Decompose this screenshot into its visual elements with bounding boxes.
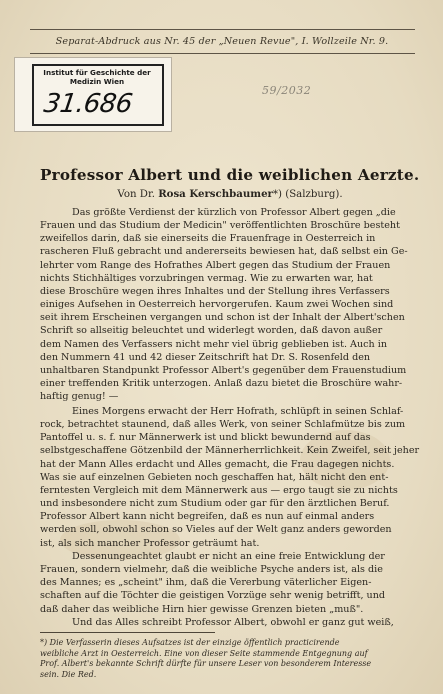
text-line: Und das Alles schreibt Professor Albert, obwohl er ganz gut weiß,	[72, 617, 394, 628]
article-title: Professor Albert und die weiblichen Aerzte.	[40, 166, 420, 184]
text-line: lehrter vom Range des Hofrathes Albert gegen das Studium der Frauen	[40, 259, 391, 271]
paragraph-1	[40, 206, 423, 403]
text-line: hat der Mann Alles erdacht und Alles gemacht, die Frau dagegen nichts.	[40, 458, 395, 470]
text-line: ist, als sich mancher Professor geträumt hat.	[40, 537, 260, 549]
text-line: werden soll, obwohl schon so Vieles auf der Welt ganz anders geworden	[40, 524, 392, 536]
text-line: Pantoffel u. s. f. nur Männerwerk ist und blickt bewundernd auf das	[40, 432, 371, 444]
text-line: den Nummern 41 und 42 dieser Zeitschrift hat Dr. S. Rosenfeld den	[40, 351, 371, 363]
text-line: haftig genug! —	[40, 391, 119, 403]
byline-suffix: *) (Salzburg).	[272, 189, 343, 200]
text-line: Dessenungeachtet glaubt er nicht an eine freie Entwicklung der	[72, 551, 385, 562]
footnote	[40, 638, 423, 680]
paragraph-4	[40, 616, 423, 629]
text-line: zweifellos darin, daß sie einerseits die Frauenfrage in Oesterreich in	[40, 233, 376, 245]
text-line: sein. Die Red.	[40, 669, 97, 679]
footnote-rule	[40, 632, 215, 633]
text-line: einiges Aufsehen in Oesterreich hervorgerufen. Kaum zwei Wochen sind	[40, 299, 394, 311]
header-top-rule	[30, 29, 415, 30]
text-line: *) Die Verfasserin dieses Aufsatzes ist der einzige öffentlich practicirende	[40, 638, 340, 647]
text-line: rock, betrachtet staunend, daß alles Werk, von seiner Schlafmütze bis zum	[40, 419, 406, 431]
text-line: schaften auf die Töchter die geistigen Vorzüge sehr wenig betrifft, und	[40, 590, 386, 602]
text-line: diese Broschüre wegen ihres Inhaltes und der Stellung ihres Verfassers	[40, 285, 390, 297]
text-line: rascheren Fluß gebracht und andererseits bewiesen hat, daß selbst ein Ge-	[40, 246, 408, 258]
pencil-annotation: 59/2032	[262, 84, 312, 97]
stamp-institute-text: Institut für Geschichte der Medizin Wien	[43, 68, 151, 86]
article-byline	[60, 188, 400, 200]
stamp-catalog-number: 31.686	[41, 89, 135, 119]
text-line: ferntesten Vergleich mit dem Männerwerk aus — ergo taugt sie zu nichts	[40, 484, 398, 496]
stamp-frame	[32, 64, 164, 126]
text-line: einer treffenden Kritik unterzogen. Anlaß dazu bietet die Broschüre wahr-	[40, 378, 403, 390]
author-name: Rosa Kerschbaumer	[158, 188, 273, 200]
text-line: Prof. Albert's bekannte Schrift dürfte für unsere Leser von besonderem Interesse	[40, 659, 372, 669]
text-line: Eines Morgens erwacht der Herr Hofrath, schlüpft in seinen Schlaf-	[72, 406, 404, 417]
text-line: Das größte Verdienst der kürzlich von Professor Albert gegen „die	[72, 207, 396, 218]
text-line: Frauen und das Studium der Medicin" veröffentlichten Broschüre besteht	[40, 220, 400, 232]
text-line: seit ihrem Erscheinen vergangen und schon ist der Inhalt der Albert'schen	[40, 312, 405, 324]
text-line: weibliche Arzt in Oesterreich. Eine von dieser Seite stammende Entgegnung auf	[40, 648, 368, 658]
header-bottom-rule	[30, 53, 415, 54]
text-line: Professor Albert kann nicht begreifen, daß es nun auf einmal anders	[40, 511, 375, 523]
text-line: Was sie auf einzelnen Gebieten noch geschaffen hat, hält nicht den ent-	[40, 471, 389, 483]
text-line: daß daher das weibliche Hirn hier gewisse Grenzen bieten „muß".	[40, 603, 364, 615]
library-stamp-label	[14, 57, 172, 132]
text-line: selbstgeschaffene Götzenbild der Männerherrlichkeit. Kein Zweifel, seit jeher	[40, 445, 420, 457]
paragraph-3	[40, 550, 423, 616]
reprint-header: Separat-Abdruck aus Nr. 45 der „Neuen Revue", I. Wollzeile Nr. 9.	[55, 36, 389, 47]
text-line: dem Namen des Verfassers nicht mehr viel übrig geblieben ist. Auch in	[40, 338, 388, 350]
text-line: des Mannes; es „scheint" ihm, daß die Vererbung väterlicher Eigen-	[40, 577, 372, 589]
text-line: unhaltbaren Standpunkt Professor Albert's gegenüber dem Frauenstudium	[40, 364, 407, 376]
text-line: Frauen, sondern vielmehr, daß die weibliche Psyche anders ist, als die	[40, 564, 383, 576]
text-line: Schrift so allseitig beleuchtet und widerlegt worden, daß davon außer	[40, 325, 383, 337]
text-line: nichts Stichhältiges vorzubringen vermag. Wie zu erwarten war, hat	[40, 272, 373, 284]
text-line: und insbesondere nicht zum Studium oder gar für den ärztlichen Beruf.	[40, 498, 390, 510]
byline-prefix: Von Dr.	[117, 189, 155, 200]
paragraph-2	[40, 405, 423, 550]
